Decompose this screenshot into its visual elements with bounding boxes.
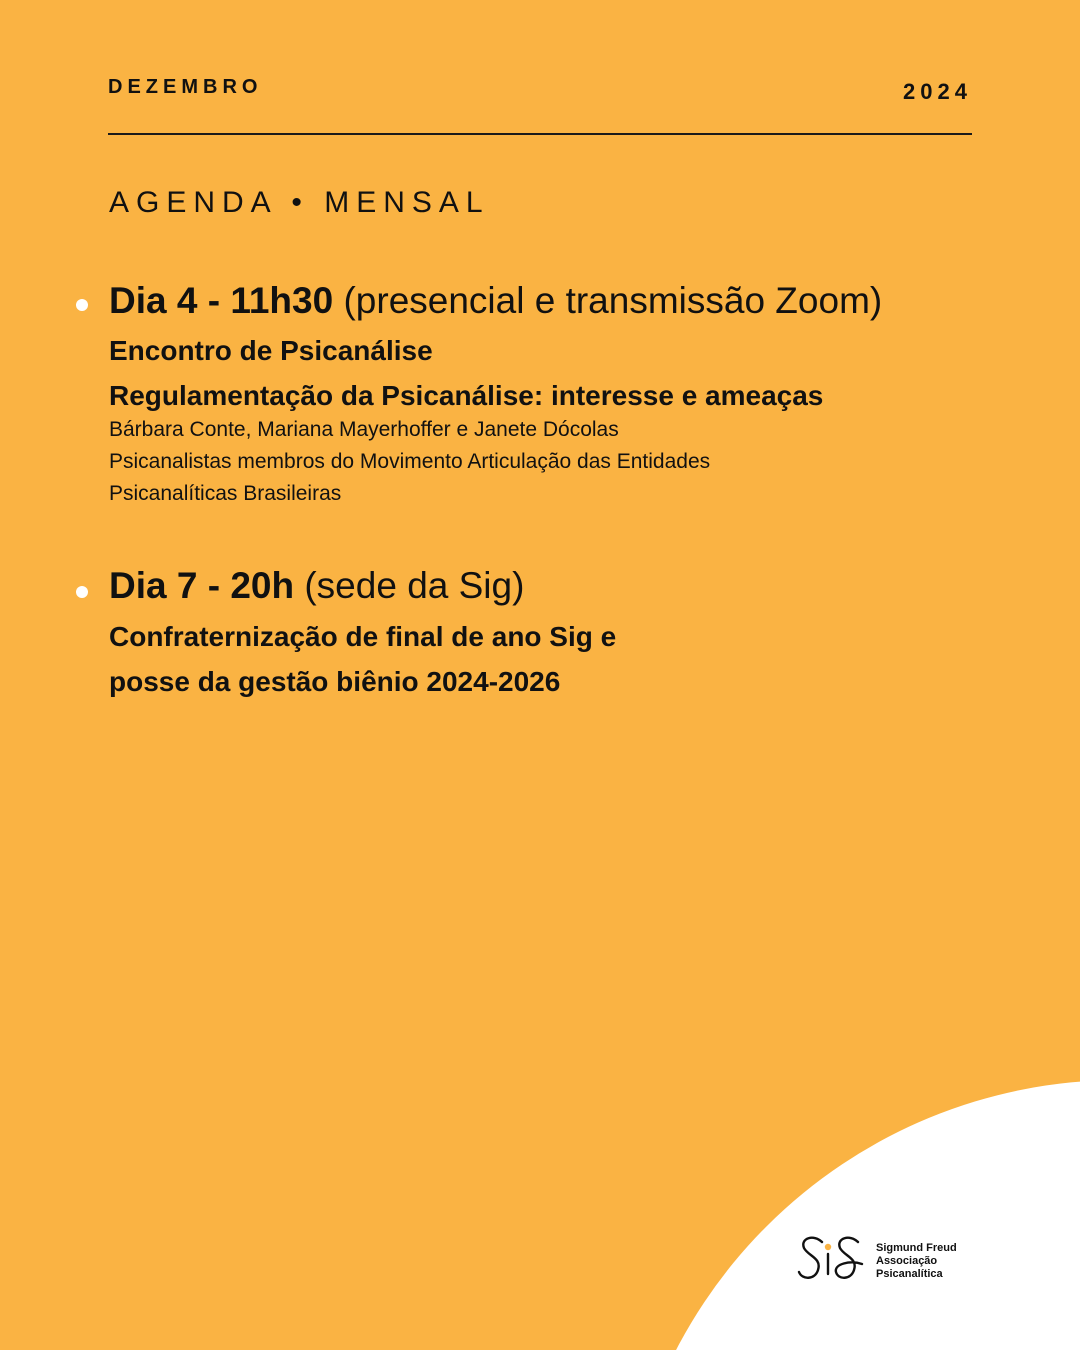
event-title: Regulamentação da Psicanálise: interesse e ameaças: [109, 380, 824, 411]
event-day-time: Dia 4 - 11h30: [109, 280, 334, 321]
logo-wordmark: [876, 1242, 957, 1281]
decorative-corner-shape: [620, 1080, 1080, 1350]
sig-logo-mark-icon: [796, 1228, 876, 1292]
header-divider: [108, 133, 972, 135]
header: [108, 76, 972, 106]
bullet-icon: [76, 299, 88, 311]
logo-line: Sigmund Freud: [876, 1242, 957, 1254]
event-detail: Psicanalíticas Brasileiras: [109, 482, 342, 505]
event-detail: Psicanalistas membros do Movimento Articulação das Entidades: [109, 450, 711, 473]
event-heading: [109, 280, 882, 322]
year-label: 2024: [903, 79, 972, 104]
bullet-icon: [76, 586, 88, 598]
logo-line: Associação: [876, 1255, 938, 1267]
event-heading: [109, 565, 616, 607]
sig-logo: [796, 1228, 968, 1292]
event-day-time: Dia 7 - 20h: [109, 565, 295, 606]
event-title: posse da gestão biênio 2024-2026: [109, 666, 561, 697]
event-title: Confraternização de final de ano Sig e: [109, 621, 617, 652]
logo-line: Psicanalítica: [876, 1268, 943, 1280]
page-subtitle: AGENDA • MENSAL: [109, 186, 490, 219]
event-item: [109, 280, 882, 510]
event-title: Encontro de Psicanálise: [109, 335, 433, 366]
event-location: (presencial e transmissão Zoom): [343, 280, 883, 321]
event-location: (sede da Sig): [304, 565, 525, 606]
month-label: DEZEMBRO: [108, 76, 263, 98]
event-detail: Bárbara Conte, Mariana Mayerhoffer e Janete Dócolas: [109, 418, 619, 441]
event-item: [109, 565, 616, 704]
